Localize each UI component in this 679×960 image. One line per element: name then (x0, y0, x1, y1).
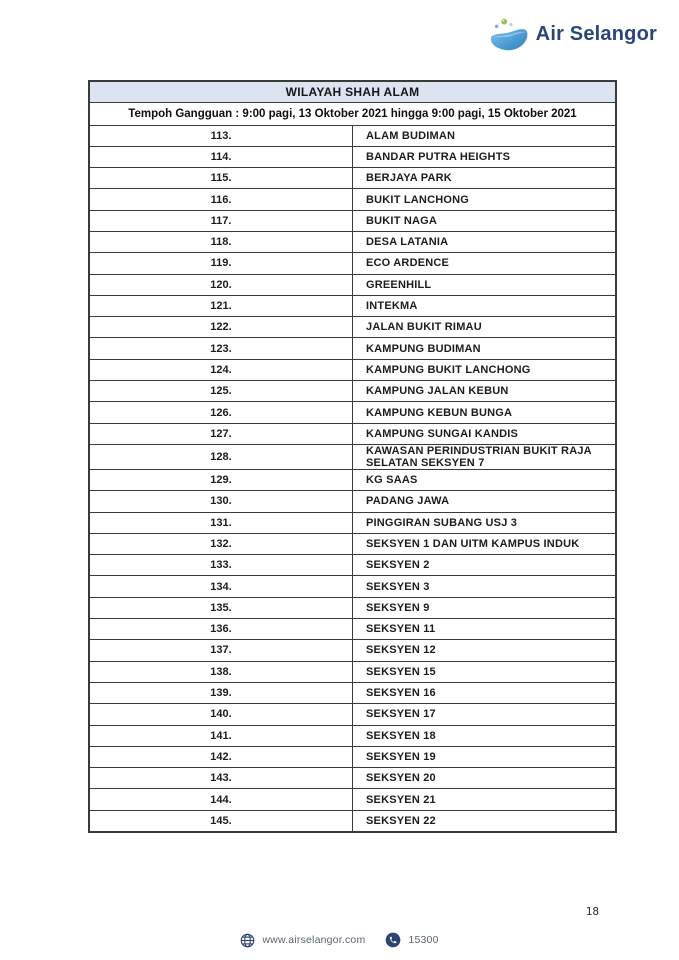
row-number-cell: 125. (89, 381, 353, 402)
table-row (89, 253, 616, 274)
row-number-cell: 142. (89, 746, 353, 767)
row-number-cell: 116. (89, 189, 353, 210)
row-number-cell: 144. (89, 789, 353, 810)
row-number-cell: 143. (89, 768, 353, 789)
table-head (89, 81, 616, 125)
area-name-cell: ALAM BUDIMAN (353, 125, 617, 146)
phone-number-text: 15300 (408, 934, 439, 946)
table-row (89, 512, 616, 533)
row-number-cell: 127. (89, 423, 353, 444)
table-row (89, 491, 616, 512)
table-row (89, 704, 616, 725)
area-name-cell: SEKSYEN 20 (353, 768, 617, 789)
table-body (89, 125, 616, 832)
globe-icon (240, 933, 255, 948)
row-number-cell: 140. (89, 704, 353, 725)
row-number-cell: 115. (89, 168, 353, 189)
row-number-cell: 134. (89, 576, 353, 597)
area-name-cell: GREENHILL (353, 274, 617, 295)
table-row (89, 576, 616, 597)
row-number-cell: 120. (89, 274, 353, 295)
logo-text: Air Selangor (535, 22, 657, 45)
table-row (89, 789, 616, 810)
table-row (89, 444, 616, 469)
row-number-cell: 129. (89, 469, 353, 490)
area-name-cell: PADANG JAWA (353, 491, 617, 512)
area-name-cell: SEKSYEN 21 (353, 789, 617, 810)
area-name-cell: SEKSYEN 3 (353, 576, 617, 597)
row-number-cell: 131. (89, 512, 353, 533)
row-number-cell: 117. (89, 210, 353, 231)
table-row (89, 231, 616, 252)
area-name-cell: KG SAAS (353, 469, 617, 490)
table-row (89, 555, 616, 576)
row-number-cell: 133. (89, 555, 353, 576)
area-name-cell: SEKSYEN 17 (353, 704, 617, 725)
table-row (89, 810, 616, 831)
disruption-area-table (88, 80, 617, 833)
row-number-cell: 128. (89, 444, 353, 469)
area-name-cell: ECO ARDENCE (353, 253, 617, 274)
website-footer-item (240, 933, 365, 948)
row-number-cell: 139. (89, 682, 353, 703)
page-number: 18 (585, 905, 599, 918)
period-header-row (89, 102, 616, 125)
area-name-cell: PINGGIRAN SUBANG USJ 3 (353, 512, 617, 533)
table-row (89, 146, 616, 167)
row-number-cell: 137. (89, 640, 353, 661)
area-name-cell: KAMPUNG JALAN KEBUN (353, 381, 617, 402)
area-name-cell: KAWASAN PERINDUSTRIAN BUKIT RAJA SELATAN SEKSYEN 7 (353, 444, 617, 469)
area-name-cell: KAMPUNG SUNGAI KANDIS (353, 423, 617, 444)
table-row (89, 423, 616, 444)
table-row (89, 381, 616, 402)
air-selangor-logo (488, 14, 657, 54)
area-name-cell: KAMPUNG KEBUN BUNGA (353, 402, 617, 423)
area-name-cell: SEKSYEN 22 (353, 810, 617, 831)
area-name-cell: SEKSYEN 12 (353, 640, 617, 661)
phone-icon (385, 932, 401, 948)
table-row (89, 125, 616, 146)
page-footer (0, 932, 679, 948)
area-name-cell: SEKSYEN 9 (353, 597, 617, 618)
row-number-cell: 126. (89, 402, 353, 423)
table-row (89, 533, 616, 554)
table-row (89, 725, 616, 746)
row-number-cell: 114. (89, 146, 353, 167)
area-name-cell: SEKSYEN 11 (353, 619, 617, 640)
area-name-cell: SEKSYEN 19 (353, 746, 617, 767)
row-number-cell: 119. (89, 253, 353, 274)
table-row (89, 359, 616, 380)
table-row (89, 189, 616, 210)
table-row (89, 469, 616, 490)
row-number-cell: 141. (89, 725, 353, 746)
row-number-cell: 118. (89, 231, 353, 252)
table-row (89, 338, 616, 359)
area-name-cell: SEKSYEN 1 DAN UITM KAMPUS INDUK (353, 533, 617, 554)
area-name-cell: BERJAYA PARK (353, 168, 617, 189)
table-row (89, 317, 616, 338)
area-name-cell: BUKIT LANCHONG (353, 189, 617, 210)
row-number-cell: 123. (89, 338, 353, 359)
table-row (89, 295, 616, 316)
table-row (89, 682, 616, 703)
area-name-cell: BANDAR PUTRA HEIGHTS (353, 146, 617, 167)
area-name-cell: BUKIT NAGA (353, 210, 617, 231)
table-row (89, 402, 616, 423)
table-row (89, 210, 616, 231)
table-row (89, 597, 616, 618)
row-number-cell: 113. (89, 125, 353, 146)
area-name-cell: JALAN BUKIT RIMAU (353, 317, 617, 338)
area-name-cell: INTEKMA (353, 295, 617, 316)
row-number-cell: 132. (89, 533, 353, 554)
table-period-header: Tempoh Gangguan : 9:00 pagi, 13 Oktober 2021 hingga 9:00 pagi, 15 Oktober 2021 (89, 102, 616, 125)
area-name-cell: KAMPUNG BUKIT LANCHONG (353, 359, 617, 380)
table-row (89, 274, 616, 295)
table-row (89, 661, 616, 682)
row-number-cell: 124. (89, 359, 353, 380)
area-name-cell: SEKSYEN 2 (353, 555, 617, 576)
area-name-cell: SEKSYEN 18 (353, 725, 617, 746)
row-number-cell: 138. (89, 661, 353, 682)
region-header-row (89, 81, 616, 102)
table-row (89, 168, 616, 189)
row-number-cell: 122. (89, 317, 353, 338)
area-name-cell: SEKSYEN 16 (353, 682, 617, 703)
area-name-cell: DESA LATANIA (353, 231, 617, 252)
row-number-cell: 145. (89, 810, 353, 831)
area-name-cell: KAMPUNG BUDIMAN (353, 338, 617, 359)
table-row (89, 640, 616, 661)
row-number-cell: 135. (89, 597, 353, 618)
row-number-cell: 130. (89, 491, 353, 512)
row-number-cell: 136. (89, 619, 353, 640)
table-row (89, 768, 616, 789)
phone-footer-item (385, 932, 438, 948)
table-row (89, 619, 616, 640)
area-name-cell: SEKSYEN 15 (353, 661, 617, 682)
table-row (89, 746, 616, 767)
table-region-header: WILAYAH SHAH ALAM (89, 81, 616, 102)
row-number-cell: 121. (89, 295, 353, 316)
website-text: www.airselangor.com (262, 934, 366, 946)
water-drop-icon (488, 14, 530, 54)
